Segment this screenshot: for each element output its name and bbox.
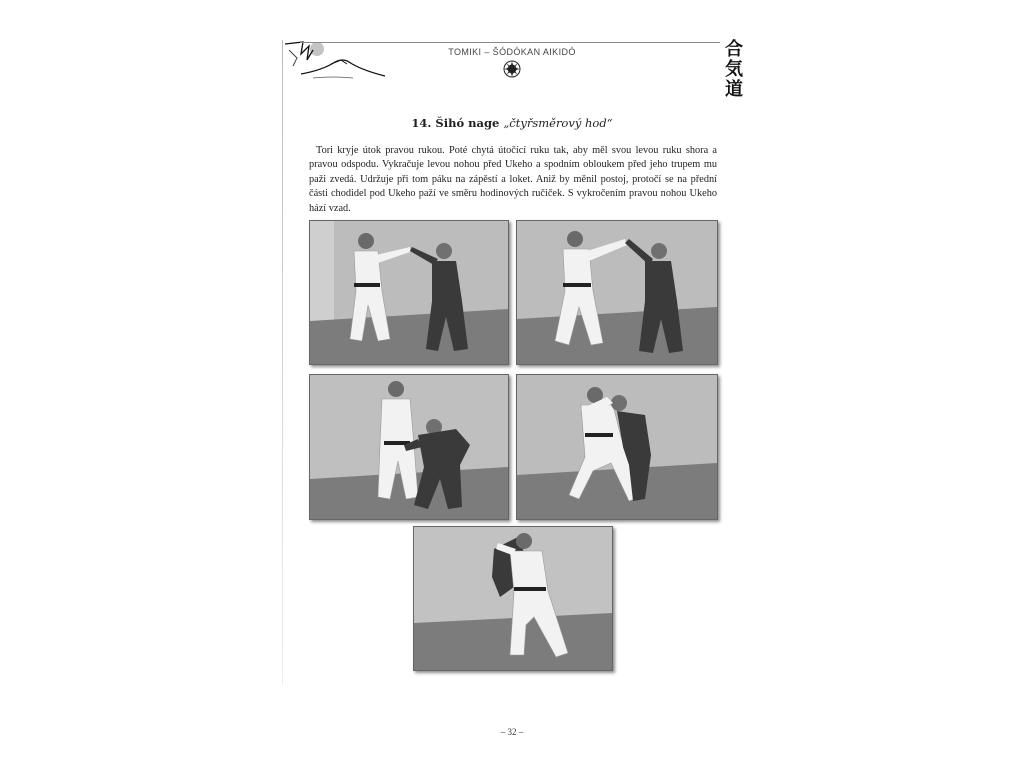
- section-title: [0, 116, 1024, 130]
- page-number: – 32 –: [500, 727, 524, 737]
- header-rule: [300, 42, 720, 43]
- kanji-char: 道: [725, 79, 743, 100]
- technique-photo-4: [516, 374, 718, 520]
- body-paragraph: Tori kryje útok pravou rukou. Poté chytá útočící ruku tak, aby měl svou levou ruku shora a pravou odspodu. Vykračuje levou nohou před Ukeho a spodním obloukem před jeho trupem mu paži zvedá. Udržuje při tom páku na zápěstí a loket. Aniž by měnil postoj, protočí se na přední části chodidel pod Ukeho paží ve směru hodinových ručiček. S vykročením pravou nohou Ukeho hází vzad.: [309, 145, 717, 214]
- emblem-icon: [503, 60, 521, 78]
- technique-photo-1: [309, 220, 509, 365]
- page-edge-rule: [282, 40, 283, 685]
- running-header: TOMIKI – ŠÓDÓKAN AIKIDÓ: [448, 47, 576, 57]
- kanji-char: 合: [725, 39, 743, 60]
- technique-photo-3: [309, 374, 509, 520]
- kanji-char: 気: [725, 59, 743, 80]
- technique-photo-5: [413, 526, 613, 671]
- section-subtitle: „čtyřsměrový hod“: [503, 116, 613, 130]
- technique-photo-2: [516, 220, 718, 365]
- section-number-title: 14. Šihó nage: [411, 116, 500, 130]
- kanji-calligraphy: [721, 40, 747, 100]
